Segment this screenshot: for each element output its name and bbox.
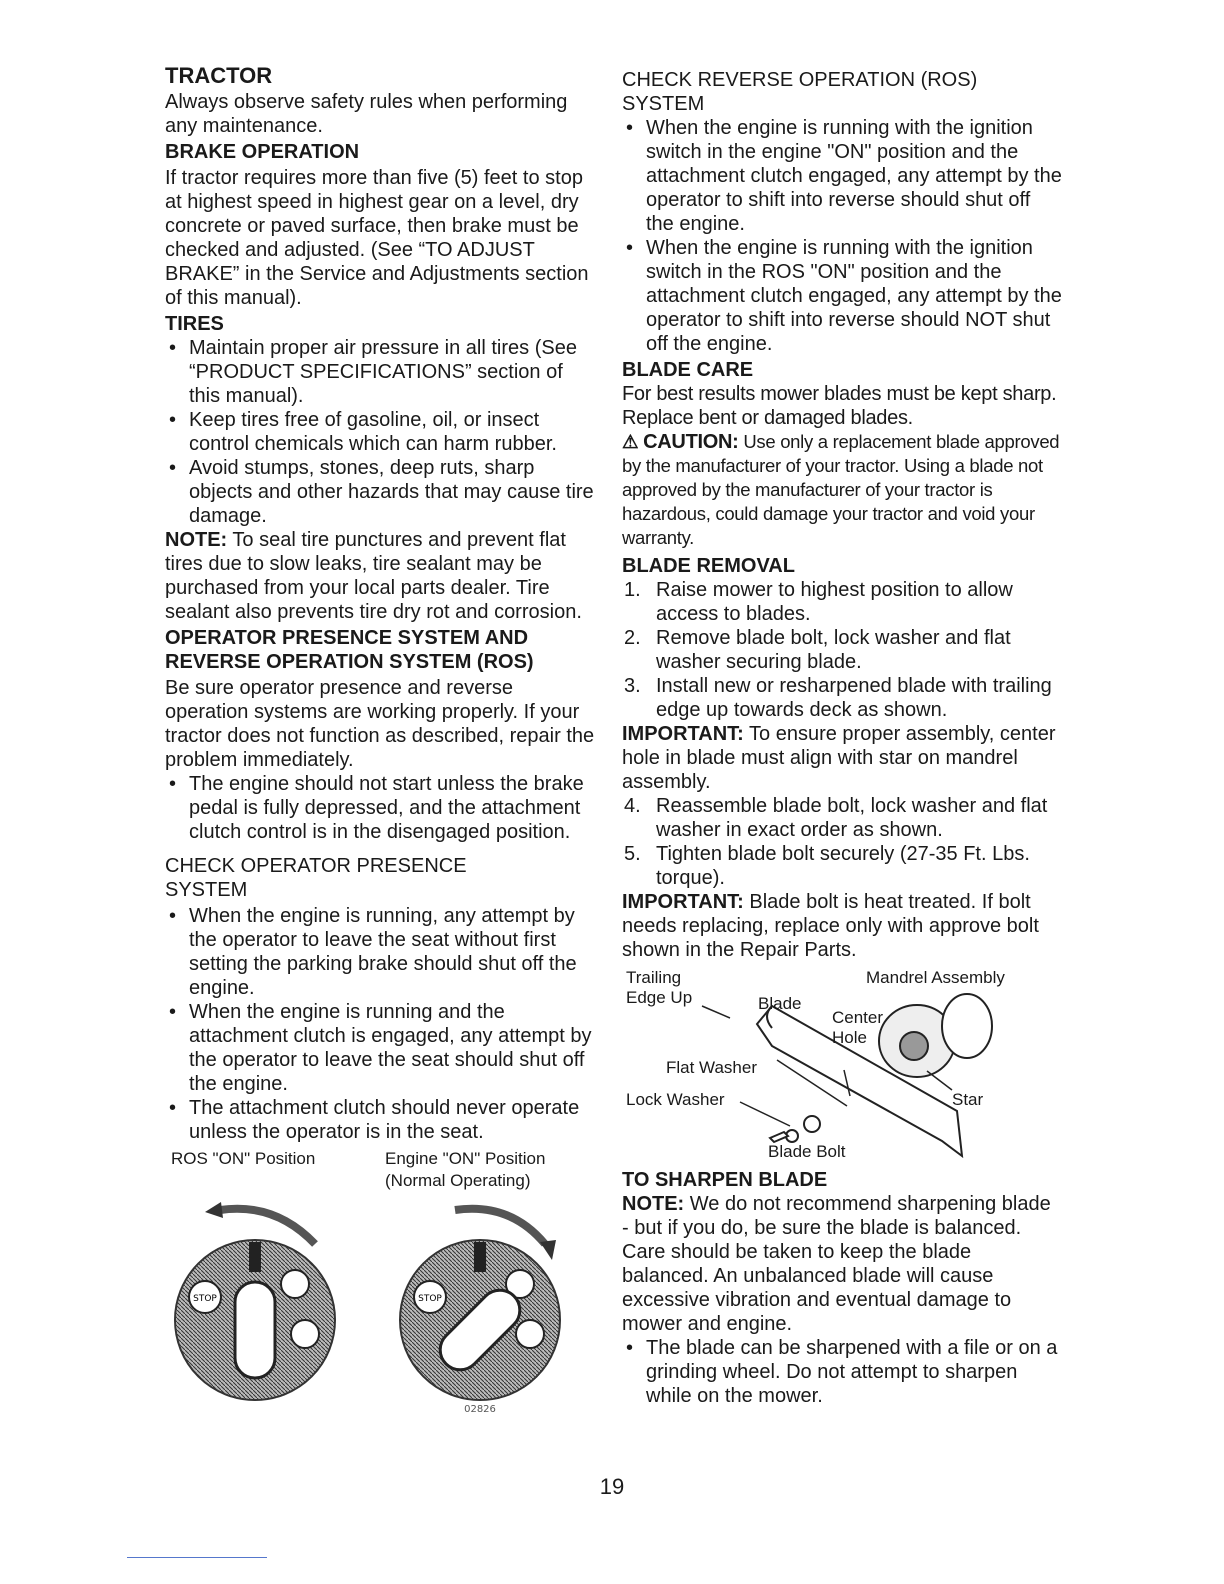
list-item: • Keep tires free of gasoline, oil, or insect control chemicals which can harm rubber. — [165, 408, 597, 456]
list-item: • Maintain proper air pressure in all tires (See “PRODUCT SPECIFICATIONS” section of this manual). — [165, 336, 597, 408]
blade-removal-steps-b — [622, 794, 1062, 890]
important-note-2: IMPORTANT: Blade bolt is heat treated. If bolt needs replacing, replace only with approve bolt shown in the Repair Parts. — [622, 891, 1039, 961]
label-flat-washer: Flat Washer — [666, 1058, 758, 1077]
label-mandrel: Mandrel Assembly — [866, 968, 1005, 987]
important-note-1: IMPORTANT: To ensure proper assembly, center hole in blade must align with star on mandrel assembly. — [622, 723, 1056, 793]
page-number: 19 — [599, 1474, 625, 1499]
knob-captions — [165, 1148, 597, 1192]
caution-block — [622, 430, 1062, 550]
check-ros-heading: CHECK REVERSE OPERATION (ROS) SYSTEM — [622, 69, 978, 115]
brake-heading: BRAKE OPERATION — [165, 141, 360, 163]
check-op-heading: CHECK OPERATOR PRESENCE SYSTEM — [165, 855, 467, 901]
tractor-heading: TRACTOR — [165, 63, 273, 88]
note-label: NOTE: — [622, 1193, 685, 1215]
list-item: • The engine should not start unless the brake pedal is fully depressed, and the attachment clutch control is in the disengaged position. — [165, 772, 597, 844]
list-item: • The attachment clutch should never operate unless the operator is in the seat. — [165, 1096, 597, 1144]
check-ros-list — [622, 116, 1062, 356]
ops-text: Be sure operator presence and reverse operation systems are working properly. If your tractor does not function as described, repair the problem immediately. — [165, 677, 595, 771]
tractor-intro: Always observe safety rules when performing any maintenance. — [165, 91, 568, 137]
blade-removal-steps-a — [622, 578, 1062, 722]
label-blade: Blade — [758, 994, 802, 1013]
list-item: 2. Remove blade bolt, lock washer and flat washer securing blade. — [624, 627, 1011, 673]
note-label: NOTE: — [165, 529, 228, 551]
label-lock-washer: Lock Washer — [626, 1090, 725, 1109]
brake-text: If tractor requires more than five (5) feet to stop at highest speed in highest gear on a level, dry concrete or paved surface, then brake must be checked and adjusted. (See “TO ADJUST BRAKE” in the Service and Adjustments section of this manual). — [165, 167, 589, 309]
blade-care-text: For best results mower blades must be kept sharp. Replace bent or damaged blades. — [622, 383, 1057, 429]
label-blade-bolt: Blade Bolt — [768, 1142, 846, 1161]
caution-label: CAUTION: — [643, 431, 739, 453]
important-label: IMPORTANT: — [622, 891, 744, 913]
label-center: Center — [832, 1008, 884, 1027]
sharpen-heading: TO SHARPEN BLADE — [622, 1169, 828, 1191]
blade-assembly-diagram — [622, 966, 1062, 1166]
sharpen-list — [622, 1336, 1062, 1408]
stop-label: STOP — [193, 1294, 217, 1304]
caution-text: Use only a replacement blade approved by the manufacturer of your tractor. Using a blade not approved by the manufacturer of your tractor is hazardous, could damage your tractor and void your warranty. — [622, 431, 1060, 548]
engine-caption: Engine "ON" Position (Normal Operating) — [385, 1149, 546, 1190]
ros-caption: ROS "ON" Position — [171, 1149, 316, 1168]
blade-removal-heading: BLADE REMOVAL — [622, 555, 795, 577]
left-column — [165, 62, 597, 1412]
ros-knob-figure — [165, 1202, 345, 1402]
list-item: • The blade can be sharpened with a file or on a grinding wheel. Do not attempt to sharpen while on the mower. — [622, 1336, 1062, 1408]
label-hole: Hole — [832, 1028, 867, 1047]
check-op-list — [165, 904, 597, 1144]
sharpen-note: NOTE: We do not recommend sharpening blade - but if you do, be sure the blade is balanced. — [622, 1193, 1051, 1239]
stop-label: STOP — [418, 1294, 442, 1304]
list-item: 4. Reassemble blade bolt, lock washer and flat washer in exact order as shown. — [624, 795, 1048, 841]
label-edge-up: Edge Up — [626, 988, 693, 1007]
label-trailing: Trailing — [626, 968, 682, 987]
blade-care-heading: BLADE CARE — [622, 359, 754, 381]
list-item: • When the engine is running with the ignition switch in the engine "ON" position and the attachment clutch engaged, any attempt by the operator to shift into reverse should shut off the engine. — [622, 116, 1062, 236]
footer-rule — [127, 1557, 267, 1558]
list-item: • Avoid stumps, stones, deep ruts, sharp objects and other hazards that may cause tire damage. — [165, 456, 597, 528]
list-item: • When the engine is running, any attempt by the operator to leave the seat without first setting the parking brake should shut off the engine. — [165, 904, 597, 1000]
tires-heading: TIRES — [165, 313, 224, 335]
tires-list — [165, 336, 597, 528]
list-item: 5. Tighten blade bolt securely (27-35 Ft. Lbs. torque). — [624, 843, 1030, 889]
important-label: IMPORTANT: — [622, 723, 744, 745]
sharpen-text: Care should be taken to keep the blade balanced. An unbalanced blade will cause excessive vibration and eventual damage to mower and engine. — [622, 1241, 1012, 1335]
list-item: • When the engine is running with the ignition switch in the ROS "ON" position and the attachment clutch engaged, any attempt by the operator to shift into reverse should NOT shut off the engine. — [622, 236, 1062, 356]
ops-list — [165, 772, 597, 844]
engine-knob-figure — [380, 1202, 580, 1412]
right-column — [622, 68, 1062, 1408]
tires-note — [165, 528, 597, 624]
list-item: • When the engine is running and the attachment clutch is engaged, any attempt by the operator to leave the seat should shut off the engine. — [165, 1000, 597, 1096]
label-star: Star — [952, 1090, 984, 1109]
warning-icon: ⚠ — [622, 431, 639, 452]
figure-code: 02826 — [464, 1404, 496, 1412]
list-item: 1. Raise mower to highest position to allow access to blades. — [624, 579, 1013, 625]
note-text: To seal tire punctures and prevent flat tires due to slow leaks, tire sealant may be purchased from your local parts dealer. Tire sealant also prevents tire dry rot and corrosion. — [165, 529, 582, 623]
list-item: 3. Install new or resharpened blade with trailing edge up towards deck as shown. — [624, 675, 1052, 721]
ignition-figures — [165, 1192, 597, 1412]
ops-heading: OPERATOR PRESENCE SYSTEM AND REVERSE OPERATION SYSTEM (ROS) — [165, 627, 534, 673]
